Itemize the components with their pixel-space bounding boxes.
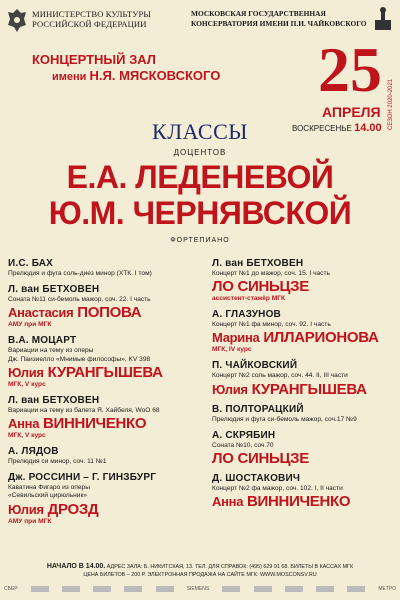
work-title: Прелюдия и фуга си-бемоль мажор, соч.17 №9 [212, 415, 357, 423]
performer [8, 501, 190, 518]
hall-prefix: имени [52, 71, 87, 83]
work-title: Соната №10, соч.70 [212, 441, 274, 449]
work-title: Концерт №2 соль мажор, соч. 44. II, III части [212, 372, 348, 380]
composer: Л. ван БЕТХОВЕН [8, 394, 100, 406]
performer-status: МГК, V курс [8, 380, 46, 388]
program-item [8, 284, 190, 329]
work-title: «Севильский цирюльник» [8, 492, 88, 500]
work-title: Концерт №1 фа минор, соч. 92. I часть [212, 321, 331, 329]
header [6, 6, 394, 34]
performer [8, 415, 190, 432]
performer-status: АМУ при МГК [8, 517, 52, 525]
performer-first-name: Анастасия [8, 305, 74, 321]
sponsor-logo [222, 586, 240, 592]
event-month: АПРЕЛЯ [322, 104, 381, 120]
conservatory-logo-icon [372, 6, 394, 32]
composer: Дж. РОССИНИ – Г. ГИНЗБУРГ [8, 472, 157, 484]
program-item [212, 309, 394, 354]
address-line: АДРЕС ЗАЛА: Б. НИКИТСКАЯ, 13. ТЕЛ. ДЛЯ СПРАВОК: (495) 629 91 68. БИЛЕТЫ В КАССАХ МГК [106, 564, 354, 570]
sponsor-logo: SIEMENS [186, 586, 210, 592]
work-title: Вариации на тему из оперы [8, 347, 94, 355]
performer-last-name: КУРАНГЫШЕВА [251, 380, 367, 398]
sponsor-logo [156, 586, 174, 592]
sponsor-logo [316, 586, 334, 592]
program-item [8, 472, 190, 525]
ministry-line-2: РОССИЙСКОЙ ФЕДЕРАЦИИ [32, 19, 147, 29]
composer: А. ГЛАЗУНОВ [212, 309, 281, 321]
composer: Д. ШОСТАКОВИЧ [212, 473, 301, 485]
footer-info [0, 563, 400, 579]
program-item [212, 360, 394, 397]
sponsor-logo: МЕТРО [378, 586, 396, 592]
performer-last-name: ЛО СИНЬЦЗЕ [212, 278, 309, 296]
conservatory-line-1: МОСКОВСКАЯ ГОСУДАРСТВЕННАЯ [191, 9, 326, 18]
classes-heading: КЛАССЫ [152, 119, 248, 144]
performer-first-name: Юлия [8, 501, 44, 517]
program-item [8, 335, 190, 388]
performer-last-name: ДРОЗД [47, 500, 99, 518]
performer-last-name: ЛО СИНЬЦЗЕ [212, 450, 309, 468]
performer-status: МГК, IV курс [212, 346, 252, 354]
start-time: 14.00 [354, 122, 382, 134]
program-item [212, 430, 394, 467]
composer: П. ЧАЙКОВСКИЙ [212, 360, 298, 372]
performer-status: ассистент-стажёр МГК [212, 295, 286, 303]
composer: А. СКРЯБИН [212, 429, 276, 441]
work-title: Вариации на тему из балета Я. Хайбеля, WoO 68 [8, 406, 160, 414]
composer: Л. ван БЕТХОВЕН [212, 258, 304, 269]
hall-line-2 [32, 68, 220, 85]
docents-heading: ДОЦЕНТОВ [173, 148, 227, 157]
performer-last-name: ВИННИЧЕНКО [43, 415, 147, 433]
work-title: Концерт №1 до мажор, соч. 15. I часть [212, 270, 330, 277]
teacher-name-1: Е.А. ЛЕДЕНЕВОЙ [66, 159, 334, 195]
footer-line-2: ЦЕНА БИЛЕТОВ – 200 Р. ЭЛЕКТРОННАЯ ПРОДАЖА НА САЙТЕ МГК: WWW.MOSCONSV.RU [83, 572, 317, 578]
performer [8, 304, 190, 321]
performer [212, 493, 394, 510]
ministry-line-1: МИНИСТЕРСТВО КУЛЬТУРЫ [32, 9, 151, 19]
ministry-name [32, 9, 151, 29]
composer: В. ПОЛТОРАЦКИЙ [212, 403, 304, 415]
work-title: Прелюдия си минор, соч. 11 №1 [8, 458, 107, 466]
sponsor-logo [285, 586, 303, 592]
sponsor-logo [62, 586, 80, 592]
program-item [212, 404, 394, 424]
teacher-name-2: Ю.М. ЧЕРНЯВСКОЙ [48, 195, 352, 231]
composer: В.А. МОЦАРТ [8, 335, 77, 347]
season-text: СЕЗОН 2020-2021 [388, 78, 394, 130]
conservatory-name [191, 9, 367, 29]
program-left-column [8, 258, 190, 532]
performer [8, 364, 190, 381]
sponsor-logo [93, 586, 111, 592]
sponsor-logo: СБЕР [4, 586, 18, 592]
weekday: ВОСКРЕСЕНЬЕ [292, 124, 352, 133]
sponsor-logo [254, 586, 272, 592]
conservatory-line-2: КОНСЕРВАТОРИЯ ИМЕНИ П.И. ЧАЙКОВСКОГО [191, 19, 367, 28]
instrument-label: ФОРТЕПИАНО [170, 237, 230, 244]
program-item [8, 395, 190, 440]
work-title: Дж. Паизиелло «Мнимые философы», KV 398 [8, 355, 151, 363]
work-title: Прелюдия и фуга соль-диез минор (ХТК. I том) [8, 270, 152, 277]
sponsor-logos [4, 583, 396, 595]
performer-last-name: ПОПОВА [77, 304, 142, 322]
program-item [212, 473, 394, 510]
composer: А. ЛЯДОВ [8, 446, 59, 458]
performer-first-name: Анна [8, 416, 40, 432]
sponsor-logo [347, 586, 365, 592]
performer-first-name: Анна [212, 494, 244, 510]
event-day: 25 [318, 34, 382, 105]
performer-status: МГК, V курс [8, 432, 46, 440]
hall-line-1: КОНЦЕРТНЫЙ ЗАЛ [32, 52, 156, 67]
performer-status: АМУ при МГК [8, 321, 52, 329]
concert-hall [32, 52, 220, 85]
performer [212, 381, 394, 398]
performer [212, 450, 394, 467]
work-title: Каватина Фигаро из оперы [8, 484, 90, 492]
performer-last-name: КУРАНГЫШЕВА [47, 363, 163, 381]
performer-first-name: Юлия [212, 381, 248, 397]
performer [212, 329, 394, 346]
performer-last-name: ИЛЛАРИОНОВА [263, 329, 379, 347]
sponsor-logo [124, 586, 142, 592]
program-right-column [212, 258, 394, 516]
composer: И.С. БАХ [8, 258, 54, 269]
program-item [8, 446, 190, 466]
program-item [8, 258, 190, 278]
coat-of-arms-icon [6, 7, 28, 33]
work-title: Соната №11 си-бемоль мажор, соч. 22. I часть [8, 296, 151, 304]
performer [212, 278, 394, 295]
footer-line-1 [0, 563, 400, 571]
program-item [212, 258, 394, 303]
performer-first-name: Юлия [8, 364, 44, 380]
work-title: Концерт №2 фа мажор, соч. 102. I, II части [212, 485, 343, 493]
composer: Л. ван БЕТХОВЕН [8, 284, 100, 296]
performer-first-name: Марина [212, 330, 260, 346]
hall-name: Н.Я. МЯСКОВСКОГО [89, 68, 221, 83]
sponsor-logo [31, 586, 49, 592]
start-notice: НАЧАЛО В 14.00. [46, 563, 106, 570]
performer-last-name: ВИННИЧЕНКО [247, 493, 351, 511]
